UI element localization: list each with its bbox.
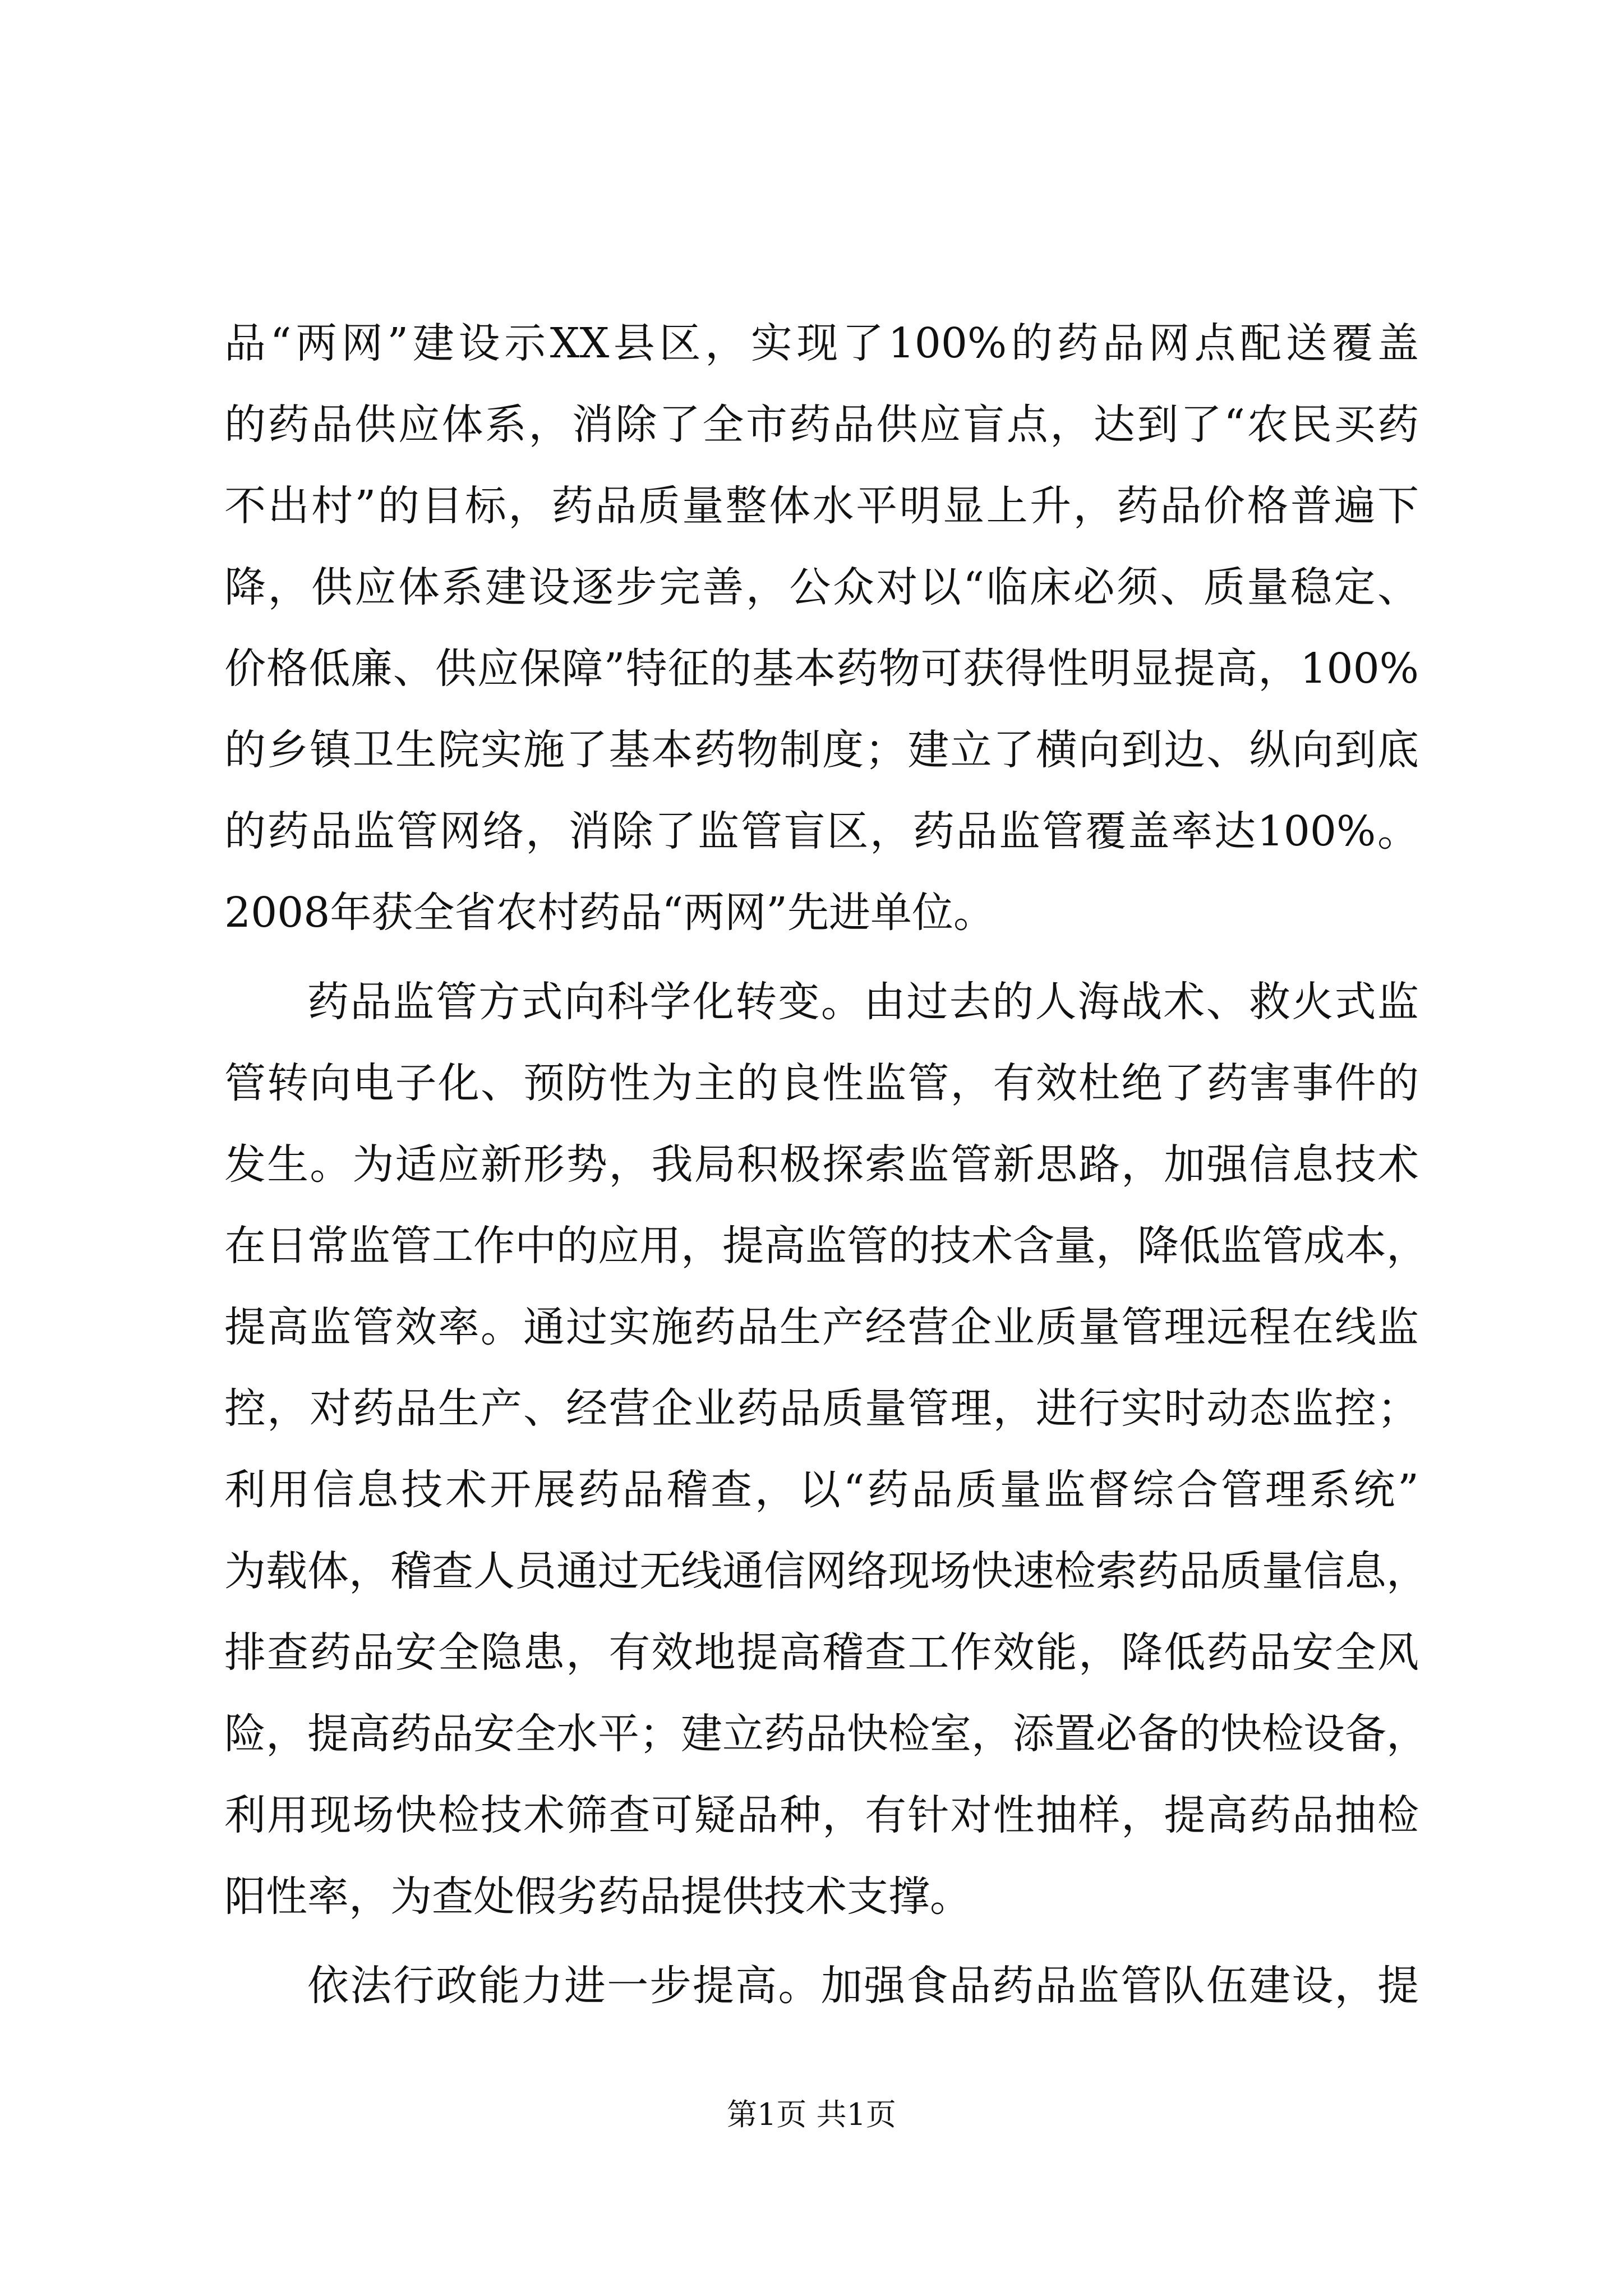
text-line: 品“两网”建设示XX县区，实现了100%的药品网点配送覆盖 [224, 319, 1419, 367]
text-line: 阳性率，为查处假劣药品提供技术支撑。 [224, 1872, 971, 1921]
text-line: 利用现场快检技术筛查可疑品种，有针对性抽样，提高药品抽检 [224, 1791, 1419, 1839]
text-line: 排查药品安全隐患，有效地提高稽查工作效能，降低药品安全风 [224, 1628, 1419, 1677]
text-line: 为载体，稽查人员通过无线通信网络现场快速检索药品质量信息， [224, 1547, 1428, 1595]
text-line: 利用信息技术开展药品稽查，以“药品质量监督综合管理系统” [224, 1466, 1419, 1514]
text-line: 药品监管方式向科学化转变。由过去的人海战术、救火式监 [307, 978, 1419, 1026]
text-line: 降，供应体系建设逐步完善，公众对以“临床必须、质量稳定、 [224, 563, 1419, 611]
text-line: 发生。为适应新形势，我局积极探索监管新思路，加强信息技术 [224, 1140, 1419, 1189]
text-line: 管转向电子化、预防性为主的良性监管，有效杜绝了药害事件的 [224, 1059, 1419, 1107]
text-line: 的药品供应体系，消除了全市药品供应盲点，达到了“农民买药 [224, 401, 1419, 449]
text-line: 险，提高药品安全水平；建立药品快检室，添置必备的快检设备， [224, 1710, 1428, 1758]
text-line: 依法行政能力进一步提高。加强食品药品监管队伍建设，提 [307, 1962, 1419, 2010]
paragraph-2 [224, 961, 1428, 1938]
text-line: 价格低廉、供应保障”特征的基本药物可获得性明显提高，100% [224, 645, 1419, 693]
text-line: 在日常监管工作中的应用，提高监管的技术含量，降低监管成本， [224, 1222, 1428, 1270]
text-line: 的药品监管网络，消除了监管盲区，药品监管覆盖率达100%。 [224, 807, 1419, 855]
document-body [224, 303, 1428, 2027]
paragraph-gap [224, 954, 1419, 961]
text-line: 2008年获全省农村药品“两网”先进单位。 [224, 889, 995, 937]
paragraph-3 [224, 1945, 1419, 2027]
paragraph-1 [224, 303, 1419, 954]
paragraph-gap [224, 1938, 1419, 1945]
text-line: 提高监管效率。通过实施药品生产经营企业质量管理远程在线监 [224, 1303, 1419, 1351]
page-footer: 第1页 共1页 [727, 2097, 896, 2132]
text-line: 不出村”的目标，药品质量整体水平明显上升，药品价格普遍下 [224, 482, 1419, 530]
text-line: 的乡镇卫生院实施了基本药物制度；建立了横向到边、纵向到底 [224, 726, 1419, 774]
text-line: 控，对药品生产、经营企业药品质量管理，进行实时动态监控； [224, 1384, 1419, 1433]
